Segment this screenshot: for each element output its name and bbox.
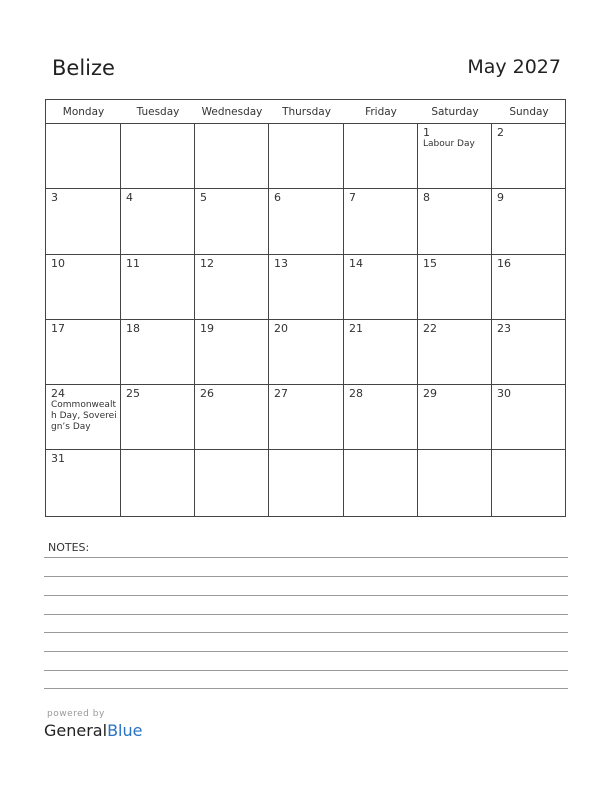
- day-number: 28: [349, 387, 363, 401]
- day-number: 30: [497, 387, 511, 401]
- day-cell: [195, 450, 269, 515]
- day-number: 13: [274, 256, 288, 270]
- notes-label: NOTES:: [48, 541, 90, 554]
- note-line: [44, 595, 568, 596]
- note-line: [44, 557, 568, 558]
- day-cell: [344, 320, 418, 385]
- day-cell: [121, 385, 195, 450]
- day-cell: [46, 385, 121, 450]
- weekday-header: Saturday: [418, 100, 492, 124]
- day-cell: [492, 450, 566, 515]
- day-number: 20: [274, 321, 288, 335]
- day-cell: [344, 189, 418, 254]
- day-cell: [121, 255, 195, 320]
- day-number: 22: [423, 321, 437, 335]
- calendar-grid: [45, 99, 566, 517]
- day-cell: [492, 320, 566, 385]
- weekday-header: Sunday: [492, 100, 566, 124]
- day-cell: [46, 124, 121, 189]
- day-number: 25: [126, 387, 140, 401]
- day-cell: [121, 189, 195, 254]
- day-cell: [492, 124, 566, 189]
- month-title: May 2027: [467, 56, 561, 78]
- day-cell: [269, 385, 344, 450]
- weekday-header: Monday: [46, 100, 121, 124]
- day-number: 23: [497, 321, 511, 335]
- logo-blue: Blue: [107, 721, 143, 740]
- day-cell: [195, 320, 269, 385]
- weekday-header: Tuesday: [121, 100, 195, 124]
- day-cell: [492, 385, 566, 450]
- day-cell: [195, 189, 269, 254]
- note-line: [44, 651, 568, 652]
- day-cell: [344, 385, 418, 450]
- day-number: 2: [497, 126, 504, 139]
- day-cell: [344, 124, 418, 189]
- day-cell: [418, 320, 492, 385]
- day-number: 4: [126, 191, 133, 205]
- day-number: 5: [200, 191, 207, 205]
- country-title: Belize: [52, 56, 115, 80]
- day-number: 27: [274, 387, 288, 401]
- day-number: 9: [497, 191, 504, 205]
- weekday-header: Thursday: [269, 100, 344, 124]
- note-line: [44, 670, 568, 671]
- day-number: 15: [423, 256, 437, 270]
- day-number: 31: [51, 452, 65, 466]
- day-cell: [269, 124, 344, 189]
- day-number: 6: [274, 191, 281, 205]
- holiday-label: Labour Day: [423, 139, 475, 149]
- note-line: [44, 576, 568, 577]
- day-cell: [269, 450, 344, 515]
- day-number: 12: [200, 256, 214, 270]
- note-line: [44, 688, 568, 689]
- day-cell: [195, 255, 269, 320]
- day-number: 18: [126, 321, 140, 335]
- generalblue-logo: [44, 721, 142, 740]
- day-cell: [121, 320, 195, 385]
- day-cell: [121, 124, 195, 189]
- day-cell: [269, 320, 344, 385]
- day-cell: [492, 255, 566, 320]
- day-number: 17: [51, 321, 65, 335]
- day-cell: [418, 255, 492, 320]
- day-number: 8: [423, 191, 430, 205]
- day-cell: [344, 450, 418, 515]
- powered-by-text: powered by: [47, 709, 105, 719]
- day-cell: [492, 189, 566, 254]
- day-cell: [269, 189, 344, 254]
- day-cell: [195, 124, 269, 189]
- day-number: 14: [349, 256, 363, 270]
- day-number: 10: [51, 256, 65, 270]
- note-line: [44, 614, 568, 615]
- day-number: 19: [200, 321, 214, 335]
- day-number: 24: [51, 387, 65, 401]
- weekday-header: Friday: [344, 100, 418, 124]
- day-cell: [418, 450, 492, 515]
- day-cell: [195, 385, 269, 450]
- day-cell: [46, 320, 121, 385]
- day-cell: [418, 385, 492, 450]
- weekday-header: Wednesday: [195, 100, 269, 124]
- day-number: 29: [423, 387, 437, 401]
- day-cell: [121, 450, 195, 515]
- day-number: 16: [497, 256, 511, 270]
- day-cell: [269, 255, 344, 320]
- day-number: 21: [349, 321, 363, 335]
- day-cell: [418, 189, 492, 254]
- day-cell: [46, 189, 121, 254]
- holiday-label: Commonwealth Day, Sovereign’s Day: [51, 400, 117, 433]
- day-cell: [418, 124, 492, 189]
- day-number: 3: [51, 191, 58, 205]
- day-number: 26: [200, 387, 214, 401]
- day-cell: [344, 255, 418, 320]
- note-line: [44, 632, 568, 633]
- day-number: 1: [423, 126, 430, 139]
- day-cell: [46, 255, 121, 320]
- logo-general: General: [44, 721, 108, 740]
- day-cell: [46, 450, 121, 515]
- day-number: 7: [349, 191, 356, 205]
- day-number: 11: [126, 256, 140, 270]
